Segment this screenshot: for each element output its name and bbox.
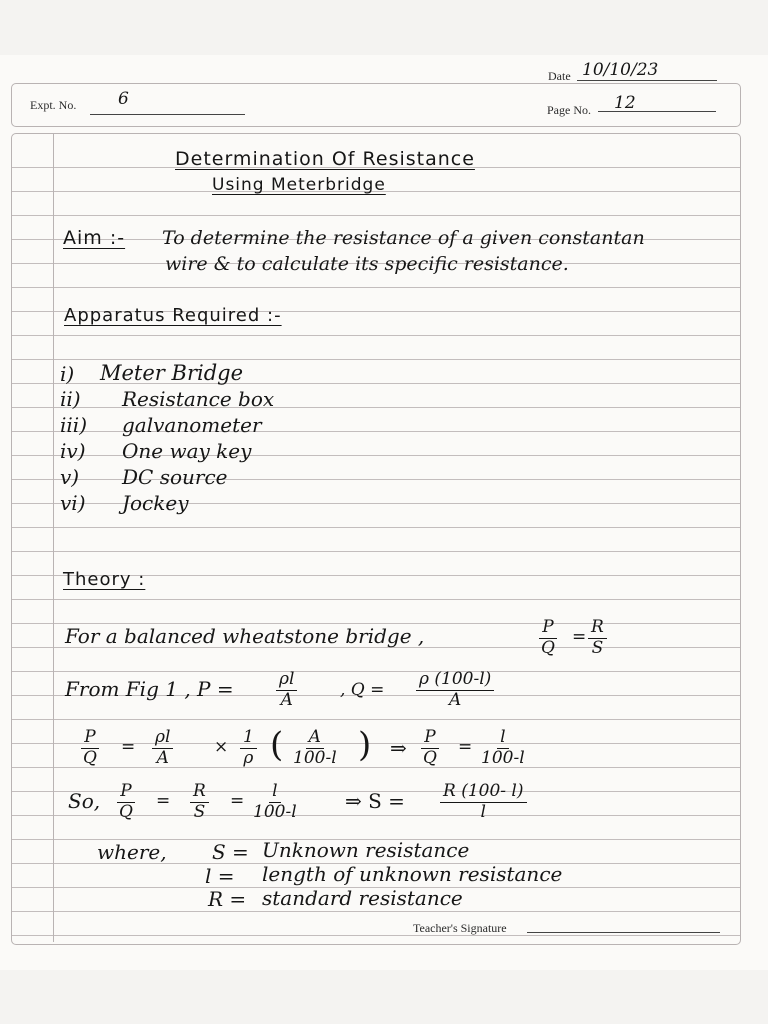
date-rule bbox=[577, 80, 717, 81]
apparatus-num-4: iv) bbox=[60, 439, 86, 463]
eq2-q-fraction: $\frac{\rho (100-l)}{A}$ bbox=[416, 670, 494, 710]
eq4-equals-1: = bbox=[156, 791, 171, 811]
aim-text-line-1: To determine the resistance of a given constantan bbox=[162, 227, 645, 249]
eq3-a-over-100-l: $\frac{A}{100-l}$ bbox=[293, 727, 337, 768]
title-line-2: Using Meterbridge bbox=[212, 175, 386, 195]
where-symbol-l: l = bbox=[205, 864, 235, 888]
eq3-close-paren: ) bbox=[358, 725, 372, 765]
apparatus-item-1: Meter Bridge bbox=[100, 361, 244, 385]
aim-label: Aim :- bbox=[63, 227, 126, 249]
eq3-equals-2: = bbox=[458, 737, 473, 757]
eq4-s-fraction: $\frac{R (100- l)}{l}$ bbox=[440, 782, 527, 822]
eq3-open-paren: ( bbox=[270, 725, 284, 765]
eq4-r-over-s: $\frac{R}{S}$ bbox=[190, 782, 209, 822]
eq2-p-fraction: $\frac{\rho l}{A}$ bbox=[276, 670, 297, 710]
teacher-signature-rule bbox=[527, 932, 720, 933]
eq4-implies-s: ⇒ S = bbox=[345, 789, 405, 813]
eq4-equals-2: = bbox=[230, 791, 245, 811]
apparatus-num-3: iii) bbox=[60, 413, 87, 437]
date-value: 10/10/23 bbox=[582, 60, 659, 80]
eq1-p-over-q: $\frac{P}{Q}$ bbox=[541, 617, 555, 658]
margin-line bbox=[53, 134, 54, 942]
apparatus-heading: Apparatus Required :- bbox=[64, 305, 282, 326]
page-no-value: 12 bbox=[614, 93, 636, 113]
eq3-p-over-q: $\frac{P}{Q}$ bbox=[83, 727, 97, 768]
apparatus-item-2: Resistance box bbox=[122, 387, 275, 411]
where-desc-s: Unknown resistance bbox=[262, 838, 470, 862]
teacher-signature-label: Teacher's Signature bbox=[413, 921, 507, 935]
theory-line-1: For a balanced wheatstone bridge , bbox=[65, 624, 425, 648]
theory-heading: Theory : bbox=[63, 569, 146, 590]
eq1-r-over-s: $\frac{R}{S}$ bbox=[588, 618, 607, 658]
expt-no-label: Expt. No. bbox=[30, 98, 77, 112]
apparatus-item-4: One way key bbox=[122, 439, 252, 463]
where-symbol-s: S = bbox=[212, 840, 249, 864]
eq3-one-over-rho: $\frac{1}{\rho}$ bbox=[240, 728, 257, 768]
eq4-p-over-q: $\frac{P}{Q}$ bbox=[119, 781, 133, 822]
eq3-equals-1: = bbox=[121, 737, 136, 757]
eq3-implies: ⇒ bbox=[390, 736, 407, 760]
expt-no-value: 6 bbox=[118, 89, 129, 109]
where-symbol-r: R = bbox=[208, 887, 247, 911]
where-desc-l: length of unknown resistance bbox=[262, 862, 563, 886]
eq3-times: × bbox=[214, 737, 229, 757]
where-label: where, bbox=[97, 840, 167, 864]
eq1-equals: = bbox=[572, 627, 587, 647]
page-no-label: Page No. bbox=[547, 103, 591, 117]
apparatus-num-6: vi) bbox=[60, 491, 86, 515]
apparatus-num-2: ii) bbox=[60, 387, 81, 411]
apparatus-num-1: i) bbox=[60, 362, 75, 386]
eq4-l-over-100-l: $\frac{l}{100-l}$ bbox=[253, 781, 297, 822]
eq3-l-over-100-l: $\frac{l}{100-l}$ bbox=[481, 727, 525, 768]
theory-line-2: From Fig 1 , P = bbox=[65, 677, 234, 701]
apparatus-item-6: Jockey bbox=[122, 491, 189, 515]
eq3-rho-l-over-a: $\frac{\rho l}{A}$ bbox=[152, 728, 173, 768]
where-desc-r: standard resistance bbox=[262, 886, 463, 910]
apparatus-item-5: DC source bbox=[122, 465, 228, 489]
eq3-p-over-q-result: $\frac{P}{Q}$ bbox=[423, 727, 437, 768]
apparatus-num-5: v) bbox=[60, 465, 80, 489]
title-line-1: Determination Of Resistance bbox=[175, 148, 475, 170]
eq2-q-prefix: , Q = bbox=[340, 680, 385, 700]
eq4-so: So, bbox=[68, 789, 101, 813]
aim-text-line-2: wire & to calculate its specific resistance. bbox=[165, 253, 569, 275]
expt-no-rule bbox=[90, 114, 245, 115]
date-label: Date bbox=[548, 69, 571, 83]
apparatus-item-3: galvanometer bbox=[122, 413, 262, 437]
